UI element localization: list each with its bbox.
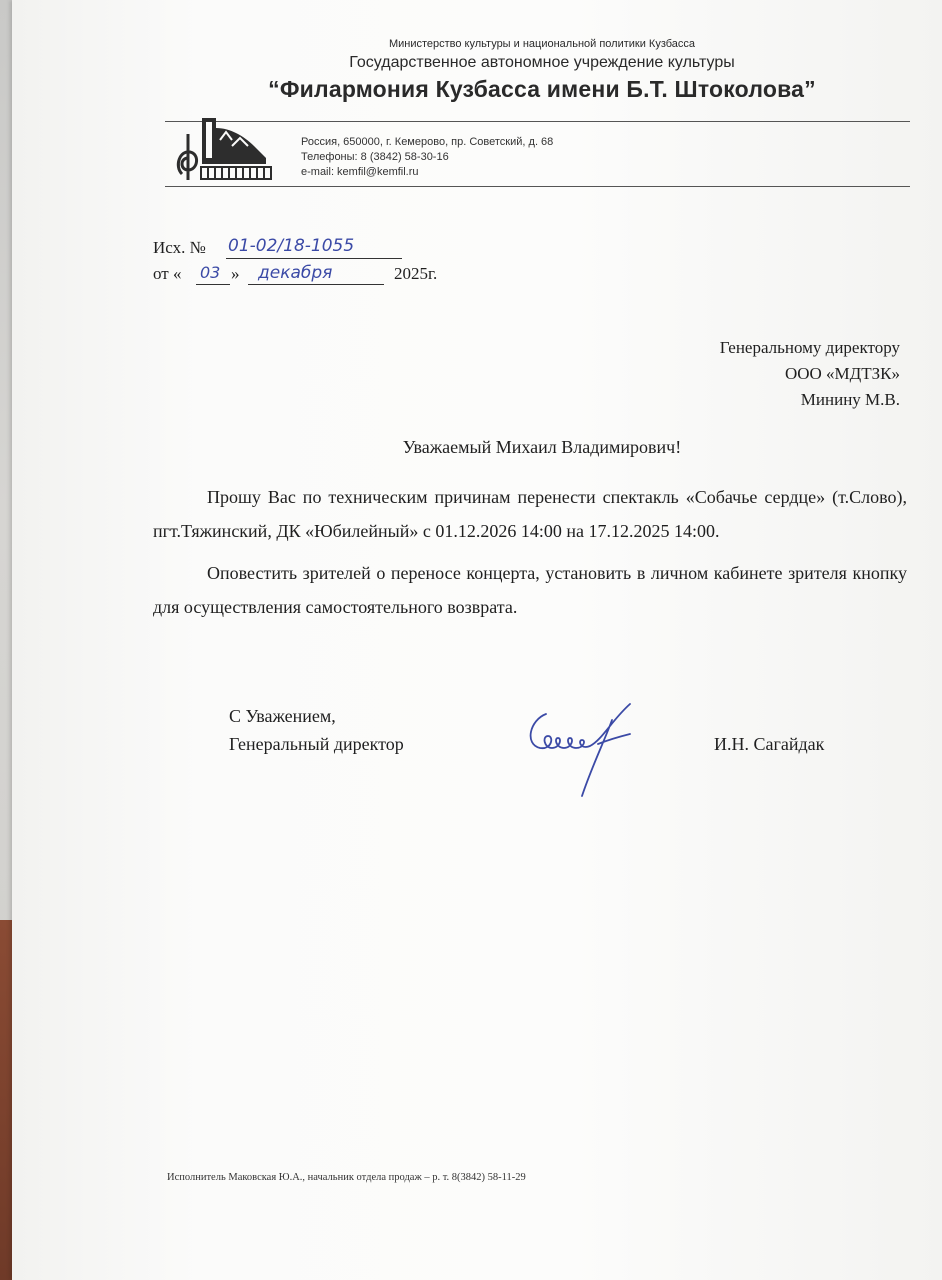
signatory-name: И.Н. Сагайдак: [714, 734, 825, 754]
date-month-line: [248, 284, 384, 285]
executor-line: Исполнитель Маковская Ю.А., начальник отдела продаж – р. т. 8(3842) 58-11-29: [167, 1172, 526, 1183]
greeting: Уважаемый Михаил Владимирович!: [402, 437, 682, 457]
organization-name: “Филармония Кузбасса имени Б.Т. Штоколова”: [268, 76, 816, 102]
closing: С Уважением,: [229, 706, 336, 726]
outgoing-number: 01-02/18-1055: [228, 236, 355, 256]
date-year: 2025г.: [394, 264, 438, 283]
outgoing-label: Исх. №: [153, 238, 206, 257]
addressee-line-3: Минину М.В.: [800, 390, 900, 409]
outgoing-number-line: [226, 258, 402, 259]
date-mid: »: [231, 264, 240, 283]
letter-body: [153, 480, 907, 624]
body-paragraph-2: Оповестить зрителей о переносе концерта, установить в личном кабинете зрителя кнопку для осуществления самостоятельного возврата.: [153, 563, 907, 617]
addressee-line-1: Генеральному директору: [719, 338, 900, 357]
phone-line: Телефоны: 8 (3842) 58-30-16: [301, 151, 449, 163]
body-paragraph-1: Прошу Вас по техническим причинам перенести спектакль «Собачье сердце» (т.Слово), пгт.Тяжинский, ДК «Юбилейный» с 01.12.2026 14:00 на 17.12.2025 14:00.: [153, 487, 907, 541]
letter-page: [12, 0, 942, 1280]
date-prefix: от «: [153, 264, 182, 283]
date-day-line: [196, 284, 230, 285]
date-day: 03: [200, 263, 221, 282]
desk-edge: [0, 920, 12, 1280]
date-month: декабря: [258, 263, 333, 283]
email-line: e-mail: kemfil@kemfil.ru: [301, 166, 419, 178]
addressee-line-2: ООО «МДТЗК»: [784, 364, 900, 383]
institution-line: Государственное автономное учреждение культуры: [349, 54, 735, 71]
signatory-title: Генеральный директор: [229, 734, 404, 754]
philharmonic-logo-icon: [170, 114, 280, 184]
header-rule-bottom: [165, 186, 910, 187]
handwritten-signature: [512, 696, 642, 804]
ministry-line: Министерство культуры и национальной политики Кузбасса: [388, 38, 696, 50]
address-line: Россия, 650000, г. Кемерово, пр. Советский, д. 68: [301, 136, 554, 148]
